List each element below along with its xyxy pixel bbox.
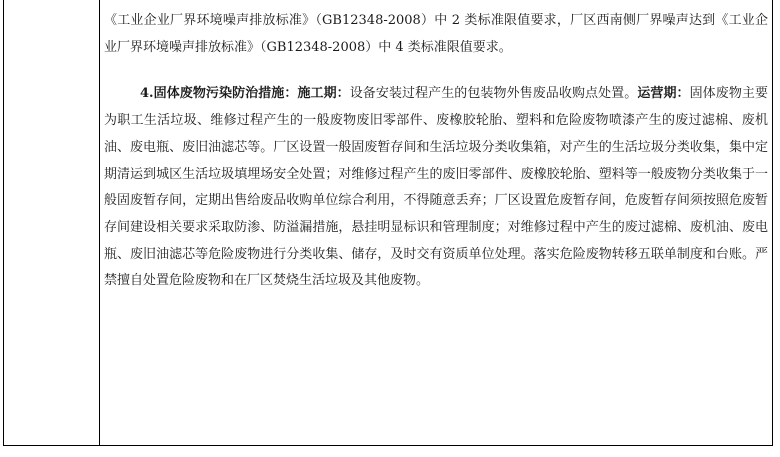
solid-waste-paragraph	[104, 81, 768, 295]
noise-standard-paragraph: 《工业企业厂界环境噪声排放标准》（GB12348-2008）中 2 类标准限值要求，厂区西南侧厂界噪声达到《工业企业厂界环境噪声排放标准》（GB12348-2008）中 4 类标准限值要求。	[104, 13, 768, 55]
operation-period-text: 固体废物主要为职工生活垃圾、维修过程产生的一般废物废旧零部件、废橡胶轮胎、塑料和危险废物喷漆产生的废过滤棉、废机油、废电瓶、废旧油滤芯等。厂区设置一般固废暂存间和生活垃圾分类收集箱，对产生的生活垃圾分类收集，集中定期清运到城区生活垃圾填埋场安全处置；对维修过程产生的废旧零部件、废橡胶轮胎、塑料等一般废物分类收集于一般固废暂存间，定期出售给废品收购单位综合利用，不得随意丢弃；厂区设置危废暂存间，危废暂存间须按照危废暂存间建设相关要求采取防渗、防溢漏措施，悬挂明显标识和管理制度；对维修过程中产生的废过滤棉、废机油、废电瓶、废旧油滤芯等危险废物进行分类收集、储存，及时交有资质单位处理。落实危险废物转移五联单制度和台账。严禁擅自处置危险废物和在厂区焚烧生活垃圾及其他废物。	[104, 86, 768, 289]
table-right-border	[772, 0, 773, 446]
operation-period-label: 运营期：	[637, 86, 690, 102]
construction-period-text: 设备安装过程产生的包装物外售废品收购点处置。	[349, 86, 638, 102]
table-content-cell	[104, 8, 768, 295]
table-bottom-border	[3, 445, 773, 446]
construction-period-label: 施工期：	[297, 86, 350, 102]
table-label-cell	[4, 0, 99, 445]
table-column-divider	[99, 0, 100, 446]
section-heading: 4.固体废物污染防治措施：	[140, 86, 298, 102]
